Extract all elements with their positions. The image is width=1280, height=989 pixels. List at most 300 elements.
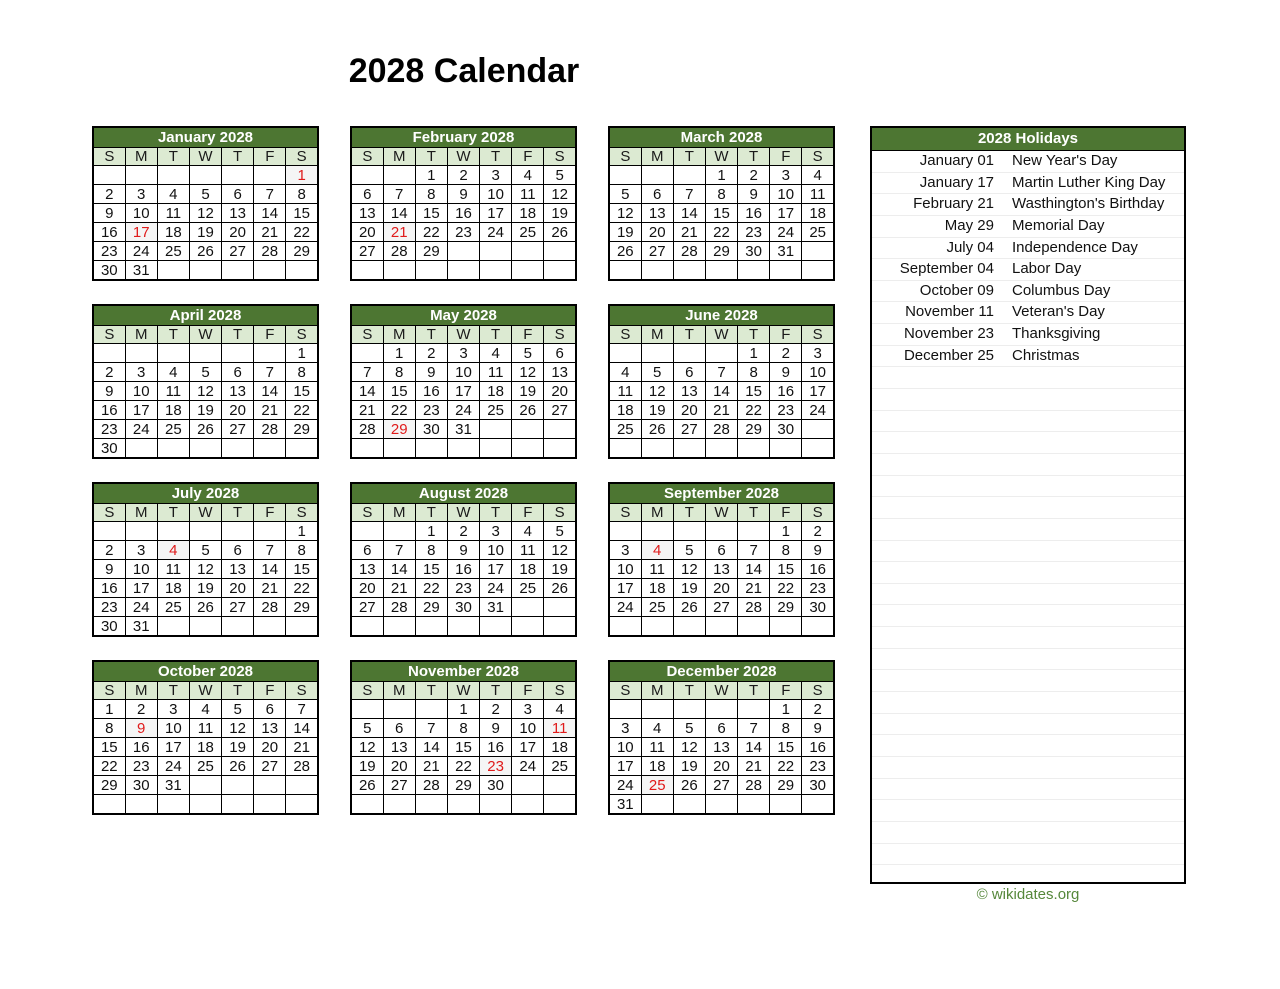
empty-day-cell bbox=[738, 617, 770, 637]
day-cell: 20 bbox=[222, 401, 254, 420]
empty-day-cell bbox=[286, 439, 318, 459]
weekday-header: W bbox=[447, 682, 479, 700]
day-cell: 5 bbox=[512, 344, 544, 363]
month-title: September 2028 bbox=[609, 483, 834, 504]
empty-day-cell bbox=[738, 795, 770, 815]
day-cell: 16 bbox=[93, 223, 125, 242]
holiday-empty-row bbox=[872, 714, 1184, 736]
holiday-date: November 23 bbox=[903, 325, 994, 343]
empty-day-cell bbox=[415, 795, 447, 815]
day-cell: 14 bbox=[383, 560, 415, 579]
empty-day-cell bbox=[157, 439, 189, 459]
day-cell: 11 bbox=[641, 738, 673, 757]
week-row bbox=[609, 382, 834, 401]
day-cell: 20 bbox=[544, 382, 576, 401]
week-row bbox=[609, 795, 834, 815]
empty-day-cell bbox=[415, 617, 447, 637]
day-cell: 8 bbox=[738, 363, 770, 382]
day-cell: 30 bbox=[802, 598, 834, 617]
empty-day-cell bbox=[383, 166, 415, 185]
day-cell: 26 bbox=[609, 242, 641, 261]
week-row bbox=[351, 738, 576, 757]
week-row bbox=[93, 185, 318, 204]
empty-day-cell bbox=[544, 598, 576, 617]
day-cell: 11 bbox=[157, 560, 189, 579]
day-cell: 17 bbox=[770, 204, 802, 223]
empty-day-cell bbox=[480, 420, 512, 439]
day-cell: 25 bbox=[609, 420, 641, 439]
day-cell: 1 bbox=[93, 700, 125, 719]
month-title: November 2028 bbox=[351, 661, 576, 682]
site-credit-link[interactable]: © wikidates.org bbox=[976, 886, 1080, 903]
empty-day-cell bbox=[447, 617, 479, 637]
empty-day-cell bbox=[705, 522, 737, 541]
weekday-header: M bbox=[383, 504, 415, 522]
empty-day-cell bbox=[157, 522, 189, 541]
empty-day-cell bbox=[673, 522, 705, 541]
weekday-header: S bbox=[93, 326, 125, 344]
day-cell: 27 bbox=[705, 776, 737, 795]
day-cell: 26 bbox=[641, 420, 673, 439]
empty-day-cell bbox=[286, 795, 318, 815]
weekday-header: W bbox=[705, 504, 737, 522]
week-row bbox=[351, 541, 576, 560]
week-row bbox=[609, 598, 834, 617]
weekday-header: F bbox=[254, 326, 286, 344]
weekday-header: F bbox=[512, 504, 544, 522]
day-cell: 29 bbox=[286, 420, 318, 439]
weekday-header: M bbox=[125, 682, 157, 700]
day-cell: 11 bbox=[512, 185, 544, 204]
day-cell: 29 bbox=[286, 598, 318, 617]
empty-day-cell bbox=[673, 617, 705, 637]
weekday-header: F bbox=[512, 682, 544, 700]
day-cell: 2 bbox=[802, 522, 834, 541]
day-cell: 16 bbox=[802, 560, 834, 579]
day-cell: 11 bbox=[802, 185, 834, 204]
week-row bbox=[609, 439, 834, 459]
weekday-header: W bbox=[189, 504, 221, 522]
month-title: December 2028 bbox=[609, 661, 834, 682]
day-cell: 16 bbox=[738, 204, 770, 223]
day-cell: 24 bbox=[480, 579, 512, 598]
day-cell: 8 bbox=[286, 363, 318, 382]
week-row bbox=[351, 363, 576, 382]
empty-day-cell bbox=[609, 344, 641, 363]
day-cell: 24 bbox=[125, 598, 157, 617]
day-cell: 28 bbox=[673, 242, 705, 261]
weekday-header: F bbox=[254, 148, 286, 166]
day-cell: 21 bbox=[738, 579, 770, 598]
week-row bbox=[609, 223, 834, 242]
weekday-header: W bbox=[705, 148, 737, 166]
day-cell: 29 bbox=[415, 598, 447, 617]
weekday-header: M bbox=[641, 504, 673, 522]
holiday-name: Memorial Day bbox=[1012, 216, 1105, 234]
day-cell: 21 bbox=[254, 579, 286, 598]
week-row bbox=[93, 560, 318, 579]
week-row bbox=[93, 795, 318, 815]
day-cell: 23 bbox=[93, 598, 125, 617]
week-row bbox=[93, 700, 318, 719]
weekday-header: M bbox=[383, 326, 415, 344]
day-cell: 12 bbox=[222, 719, 254, 738]
day-cell: 30 bbox=[93, 617, 125, 637]
weekday-header: S bbox=[286, 326, 318, 344]
empty-day-cell bbox=[415, 261, 447, 281]
empty-day-cell bbox=[222, 617, 254, 637]
empty-day-cell bbox=[222, 344, 254, 363]
empty-day-cell bbox=[254, 344, 286, 363]
day-cell: 2 bbox=[447, 166, 479, 185]
holiday-empty-row bbox=[872, 649, 1184, 671]
empty-day-cell bbox=[254, 522, 286, 541]
day-cell: 24 bbox=[609, 776, 641, 795]
day-cell: 17 bbox=[802, 382, 834, 401]
day-cell: 16 bbox=[480, 738, 512, 757]
day-cell: 23 bbox=[93, 420, 125, 439]
day-cell: 26 bbox=[222, 757, 254, 776]
week-row bbox=[609, 204, 834, 223]
weekday-header: S bbox=[544, 504, 576, 522]
day-cell: 14 bbox=[673, 204, 705, 223]
empty-day-cell bbox=[705, 439, 737, 459]
day-cell: 19 bbox=[544, 204, 576, 223]
empty-day-cell bbox=[770, 261, 802, 281]
day-cell: 10 bbox=[125, 382, 157, 401]
week-row bbox=[93, 223, 318, 242]
weekday-header: T bbox=[157, 148, 189, 166]
empty-day-cell bbox=[512, 795, 544, 815]
day-cell: 1 bbox=[286, 344, 318, 363]
week-row bbox=[609, 420, 834, 439]
holiday-row bbox=[872, 151, 1184, 173]
day-cell: 8 bbox=[705, 185, 737, 204]
weekday-header: S bbox=[609, 148, 641, 166]
empty-day-cell bbox=[351, 166, 383, 185]
week-row bbox=[351, 719, 576, 738]
empty-day-cell bbox=[351, 522, 383, 541]
day-cell: 21 bbox=[286, 738, 318, 757]
day-cell: 13 bbox=[351, 204, 383, 223]
day-cell: 1 bbox=[705, 166, 737, 185]
holiday-date: January 01 bbox=[919, 152, 994, 169]
day-cell: 27 bbox=[222, 598, 254, 617]
holiday-empty-row bbox=[872, 844, 1184, 866]
holiday-name: Christmas bbox=[1012, 346, 1080, 364]
week-row bbox=[93, 617, 318, 637]
day-cell: 9 bbox=[802, 719, 834, 738]
weekday-header: S bbox=[351, 504, 383, 522]
weekday-header: W bbox=[447, 504, 479, 522]
empty-day-cell bbox=[641, 522, 673, 541]
day-cell: 15 bbox=[770, 560, 802, 579]
day-cell: 16 bbox=[93, 401, 125, 420]
day-cell: 7 bbox=[254, 185, 286, 204]
month-february-2028 bbox=[350, 126, 577, 281]
week-row bbox=[351, 776, 576, 795]
week-row bbox=[351, 382, 576, 401]
empty-day-cell bbox=[609, 700, 641, 719]
day-cell: 15 bbox=[738, 382, 770, 401]
holiday-row bbox=[872, 194, 1184, 216]
month-september-2028 bbox=[608, 482, 835, 637]
empty-day-cell bbox=[673, 439, 705, 459]
day-cell: 13 bbox=[222, 382, 254, 401]
day-cell: 8 bbox=[770, 719, 802, 738]
day-cell: 20 bbox=[351, 579, 383, 598]
day-cell: 22 bbox=[705, 223, 737, 242]
week-row bbox=[609, 261, 834, 281]
day-cell: 24 bbox=[480, 223, 512, 242]
day-cell: 17 bbox=[125, 579, 157, 598]
day-cell: 18 bbox=[157, 401, 189, 420]
day-cell: 16 bbox=[802, 738, 834, 757]
holiday-day-cell: 1 bbox=[286, 166, 318, 185]
day-cell: 28 bbox=[415, 776, 447, 795]
week-row bbox=[93, 579, 318, 598]
day-cell: 3 bbox=[609, 541, 641, 560]
holiday-name: Thanksgiving bbox=[1012, 325, 1101, 343]
day-cell: 19 bbox=[609, 223, 641, 242]
weekday-header: S bbox=[609, 682, 641, 700]
day-cell: 17 bbox=[609, 757, 641, 776]
day-cell: 14 bbox=[738, 560, 770, 579]
day-cell: 17 bbox=[125, 401, 157, 420]
empty-day-cell bbox=[705, 617, 737, 637]
month-title: April 2028 bbox=[93, 305, 318, 326]
day-cell: 25 bbox=[157, 598, 189, 617]
weekday-header: F bbox=[254, 504, 286, 522]
day-cell: 18 bbox=[641, 757, 673, 776]
day-cell: 3 bbox=[770, 166, 802, 185]
weekday-header: S bbox=[609, 326, 641, 344]
day-cell: 7 bbox=[415, 719, 447, 738]
month-title: July 2028 bbox=[93, 483, 318, 504]
week-row bbox=[609, 363, 834, 382]
day-cell: 11 bbox=[480, 363, 512, 382]
day-cell: 25 bbox=[157, 420, 189, 439]
day-cell: 3 bbox=[480, 166, 512, 185]
day-cell: 23 bbox=[447, 223, 479, 242]
day-cell: 4 bbox=[480, 344, 512, 363]
day-cell: 12 bbox=[673, 560, 705, 579]
day-cell: 27 bbox=[641, 242, 673, 261]
empty-day-cell bbox=[157, 795, 189, 815]
day-cell: 2 bbox=[93, 541, 125, 560]
week-row bbox=[351, 522, 576, 541]
empty-day-cell bbox=[641, 700, 673, 719]
day-cell: 21 bbox=[254, 223, 286, 242]
week-row bbox=[609, 522, 834, 541]
month-october-2028 bbox=[92, 660, 319, 815]
empty-day-cell bbox=[641, 439, 673, 459]
holiday-empty-row bbox=[872, 692, 1184, 714]
day-cell: 14 bbox=[254, 560, 286, 579]
day-cell: 29 bbox=[770, 776, 802, 795]
day-cell: 23 bbox=[738, 223, 770, 242]
week-row bbox=[93, 204, 318, 223]
weekday-header: S bbox=[286, 148, 318, 166]
day-cell: 31 bbox=[447, 420, 479, 439]
day-cell: 25 bbox=[641, 598, 673, 617]
weekday-header: F bbox=[770, 504, 802, 522]
empty-day-cell bbox=[222, 776, 254, 795]
empty-day-cell bbox=[705, 261, 737, 281]
week-row bbox=[93, 382, 318, 401]
week-row bbox=[351, 757, 576, 776]
day-cell: 1 bbox=[770, 700, 802, 719]
day-cell: 12 bbox=[189, 382, 221, 401]
holiday-day-cell: 23 bbox=[480, 757, 512, 776]
day-cell: 22 bbox=[383, 401, 415, 420]
day-cell: 6 bbox=[383, 719, 415, 738]
day-cell: 28 bbox=[705, 420, 737, 439]
day-cell: 9 bbox=[738, 185, 770, 204]
week-row bbox=[609, 617, 834, 637]
month-april-2028 bbox=[92, 304, 319, 459]
empty-day-cell bbox=[254, 166, 286, 185]
day-cell: 9 bbox=[93, 382, 125, 401]
empty-day-cell bbox=[447, 439, 479, 459]
day-cell: 15 bbox=[415, 560, 447, 579]
day-cell: 10 bbox=[480, 185, 512, 204]
day-cell: 30 bbox=[415, 420, 447, 439]
day-cell: 6 bbox=[254, 700, 286, 719]
day-cell: 5 bbox=[189, 363, 221, 382]
empty-day-cell bbox=[189, 795, 221, 815]
empty-day-cell bbox=[480, 795, 512, 815]
weekday-header: T bbox=[480, 326, 512, 344]
holiday-name: Columbus Day bbox=[1012, 281, 1111, 299]
day-cell: 31 bbox=[770, 242, 802, 261]
day-cell: 2 bbox=[447, 522, 479, 541]
day-cell: 17 bbox=[447, 382, 479, 401]
empty-day-cell bbox=[673, 261, 705, 281]
day-cell: 14 bbox=[415, 738, 447, 757]
day-cell: 15 bbox=[286, 560, 318, 579]
holiday-day-cell: 17 bbox=[125, 223, 157, 242]
day-cell: 9 bbox=[480, 719, 512, 738]
empty-day-cell bbox=[544, 439, 576, 459]
day-cell: 15 bbox=[415, 204, 447, 223]
empty-day-cell bbox=[286, 261, 318, 281]
day-cell: 3 bbox=[125, 363, 157, 382]
day-cell: 4 bbox=[544, 700, 576, 719]
day-cell: 27 bbox=[544, 401, 576, 420]
day-cell: 20 bbox=[641, 223, 673, 242]
day-cell: 16 bbox=[415, 382, 447, 401]
empty-day-cell bbox=[222, 166, 254, 185]
month-may-2028 bbox=[350, 304, 577, 459]
weekday-header: F bbox=[770, 326, 802, 344]
holiday-row bbox=[872, 173, 1184, 195]
month-december-2028 bbox=[608, 660, 835, 815]
weekday-header: T bbox=[480, 504, 512, 522]
day-cell: 23 bbox=[802, 757, 834, 776]
weekday-header: S bbox=[544, 682, 576, 700]
day-cell: 3 bbox=[447, 344, 479, 363]
empty-day-cell bbox=[480, 617, 512, 637]
empty-day-cell bbox=[222, 522, 254, 541]
day-cell: 26 bbox=[544, 579, 576, 598]
day-cell: 29 bbox=[705, 242, 737, 261]
day-cell: 22 bbox=[738, 401, 770, 420]
weekday-header: S bbox=[802, 682, 834, 700]
day-cell: 18 bbox=[157, 223, 189, 242]
day-cell: 27 bbox=[383, 776, 415, 795]
day-cell: 6 bbox=[705, 719, 737, 738]
holiday-row bbox=[872, 281, 1184, 303]
empty-day-cell bbox=[383, 439, 415, 459]
day-cell: 7 bbox=[254, 363, 286, 382]
day-cell: 15 bbox=[383, 382, 415, 401]
empty-day-cell bbox=[544, 795, 576, 815]
empty-day-cell bbox=[125, 522, 157, 541]
week-row bbox=[609, 776, 834, 795]
day-cell: 28 bbox=[254, 598, 286, 617]
weekday-header: T bbox=[222, 682, 254, 700]
weekday-header: F bbox=[254, 682, 286, 700]
month-title: March 2028 bbox=[609, 127, 834, 148]
day-cell: 4 bbox=[512, 522, 544, 541]
week-row bbox=[93, 738, 318, 757]
day-cell: 19 bbox=[351, 757, 383, 776]
empty-day-cell bbox=[705, 344, 737, 363]
day-cell: 30 bbox=[770, 420, 802, 439]
empty-day-cell bbox=[189, 617, 221, 637]
weekday-header: F bbox=[770, 682, 802, 700]
empty-day-cell bbox=[802, 439, 834, 459]
holiday-empty-row bbox=[872, 367, 1184, 389]
holiday-empty-row bbox=[872, 541, 1184, 563]
day-cell: 28 bbox=[738, 598, 770, 617]
day-cell: 23 bbox=[447, 579, 479, 598]
empty-day-cell bbox=[738, 700, 770, 719]
empty-day-cell bbox=[544, 617, 576, 637]
weekday-header: T bbox=[157, 504, 189, 522]
day-cell: 24 bbox=[802, 401, 834, 420]
week-row bbox=[351, 223, 576, 242]
day-cell: 1 bbox=[738, 344, 770, 363]
day-cell: 7 bbox=[351, 363, 383, 382]
empty-day-cell bbox=[480, 261, 512, 281]
day-cell: 14 bbox=[254, 204, 286, 223]
day-cell: 12 bbox=[673, 738, 705, 757]
day-cell: 20 bbox=[222, 579, 254, 598]
holidays-panel-title: 2028 Holidays bbox=[872, 128, 1184, 151]
day-cell: 12 bbox=[544, 185, 576, 204]
empty-day-cell bbox=[512, 242, 544, 261]
day-cell: 3 bbox=[609, 719, 641, 738]
day-cell: 20 bbox=[705, 757, 737, 776]
day-cell: 29 bbox=[286, 242, 318, 261]
weekday-header: S bbox=[609, 504, 641, 522]
day-cell: 28 bbox=[738, 776, 770, 795]
month-january-2028 bbox=[92, 126, 319, 281]
day-cell: 5 bbox=[544, 522, 576, 541]
day-cell: 4 bbox=[641, 719, 673, 738]
day-cell: 25 bbox=[512, 579, 544, 598]
day-cell: 29 bbox=[415, 242, 447, 261]
day-cell: 10 bbox=[157, 719, 189, 738]
day-cell: 2 bbox=[770, 344, 802, 363]
week-row bbox=[351, 166, 576, 185]
holidays-panel bbox=[870, 126, 1186, 884]
empty-day-cell bbox=[189, 261, 221, 281]
day-cell: 25 bbox=[480, 401, 512, 420]
empty-day-cell bbox=[351, 439, 383, 459]
